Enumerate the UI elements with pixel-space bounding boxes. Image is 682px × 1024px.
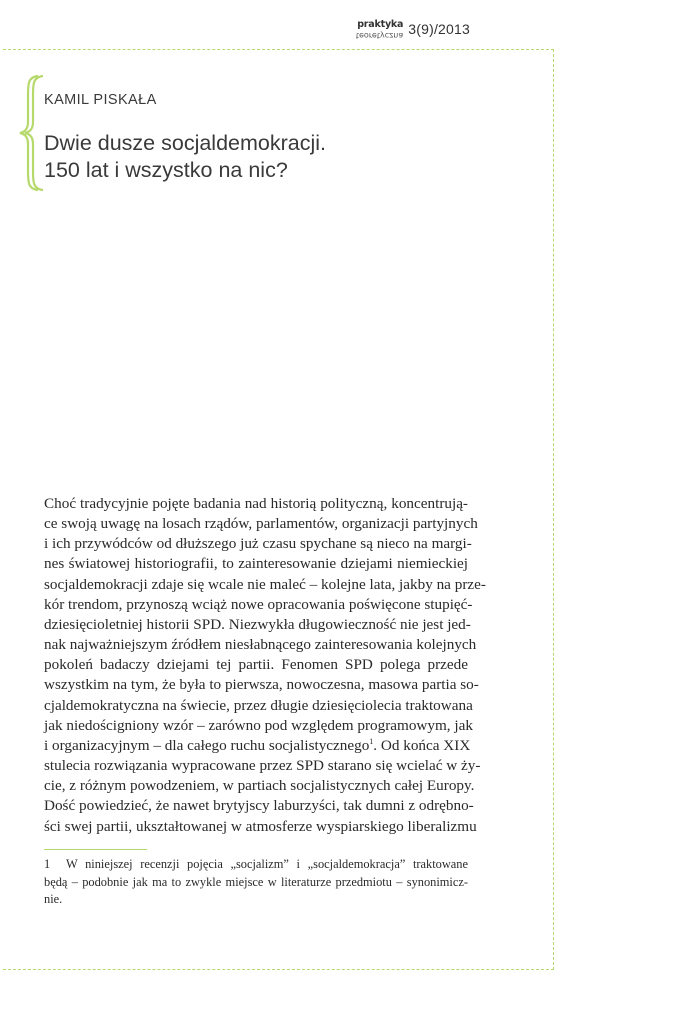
footnote-line: nie. <box>44 892 63 906</box>
body-line: nak najważniejszym źródłem niesłabnącego zainteresowania kolejnych <box>44 636 477 654</box>
journal-logo-bottom: teoretyczna <box>355 30 404 40</box>
body-line: ści swej partii, ukształtowanej w atmosferze wyspiarskiego liberalizmu <box>44 817 477 835</box>
body-line: kór trendom, przynoszą wciąż nowe opracowania poświęcone stupięć- <box>44 595 473 613</box>
footnote-number: 1 <box>44 857 51 871</box>
article-title <box>44 130 326 184</box>
body-line: wszystkim na tym, że była to pierwsza, nowoczesna, masowa partia so- <box>44 676 479 694</box>
body-line: stulecia rozwiązania wypracowane przez SPD starano się wcielać w ży- <box>44 757 481 775</box>
body-line: jak niedościgniony wzór – zarówno pod względem programowym, jak <box>44 716 473 734</box>
journal-logo <box>356 20 403 39</box>
body-line: i ich przywódców od dłuższego już czasu spychane są nieco na margi- <box>44 535 472 553</box>
article-title-line: 150 lat i wszystko na nic? <box>44 158 288 182</box>
body-line: ce swoją uwagę na losach rządów, parlamentów, organizacji partyjnych <box>44 515 478 533</box>
footnote-reference[interactable]: 1 <box>369 736 374 746</box>
article-title-line: Dwie dusze socjaldemokracji. <box>44 131 326 155</box>
body-line-with-footnote <box>44 736 471 756</box>
footnote-line: będą – podobnie jak ma to zwykle miejsce w literaturze przedmiotu – synonimicz- <box>44 874 468 889</box>
journal-header <box>356 20 470 39</box>
footnote-divider <box>44 849 147 850</box>
body-text-fragment: i organizacyjnym – dla całego ruchu socjalistycznego <box>44 736 370 754</box>
article-author: KAMIL PISKAŁA <box>44 92 157 108</box>
body-line: pokoleń badaczy dziejami tej partii. Fenomen SPD polega przede <box>44 656 468 674</box>
footnote-text: W niniejszej recenzji pojęcia „socjalizm” i „socjaldemokracja” traktowane <box>66 857 468 871</box>
body-line: cjaldemokratyczna na świecie, przez długie dziesięciolecia traktowana <box>44 696 473 714</box>
curly-brace-icon <box>18 74 44 192</box>
issue-number: 3(9)/2013 <box>408 21 470 38</box>
journal-logo-top: praktyka <box>357 19 404 30</box>
body-line: Choć tradycyjnie pojęte badania nad historią polityczną, koncentrują- <box>44 495 468 512</box>
body-line: socjaldemokracji zdaje się wcale nie maleć – kolejne lata, jakby na prze- <box>44 575 486 593</box>
footnote-line <box>44 856 468 874</box>
body-line: cie, z różnym powodzeniem, w partiach socjalistycznych całej Europy. <box>44 777 475 795</box>
body-line: Dość powiedzieć, że nawet brytyjscy laburzyści, tak dumni z odrębno- <box>44 797 474 815</box>
article-body <box>44 494 486 837</box>
body-line: dziesięcioletniej historii SPD. Niezwykła długowieczność nie jest jed- <box>44 615 471 633</box>
footnote <box>44 856 468 909</box>
body-text-fragment: . Od końca XIX <box>373 736 471 754</box>
body-line: nes światowej historiografii, to zainteresowanie dziejami niemieckiej <box>44 555 468 573</box>
